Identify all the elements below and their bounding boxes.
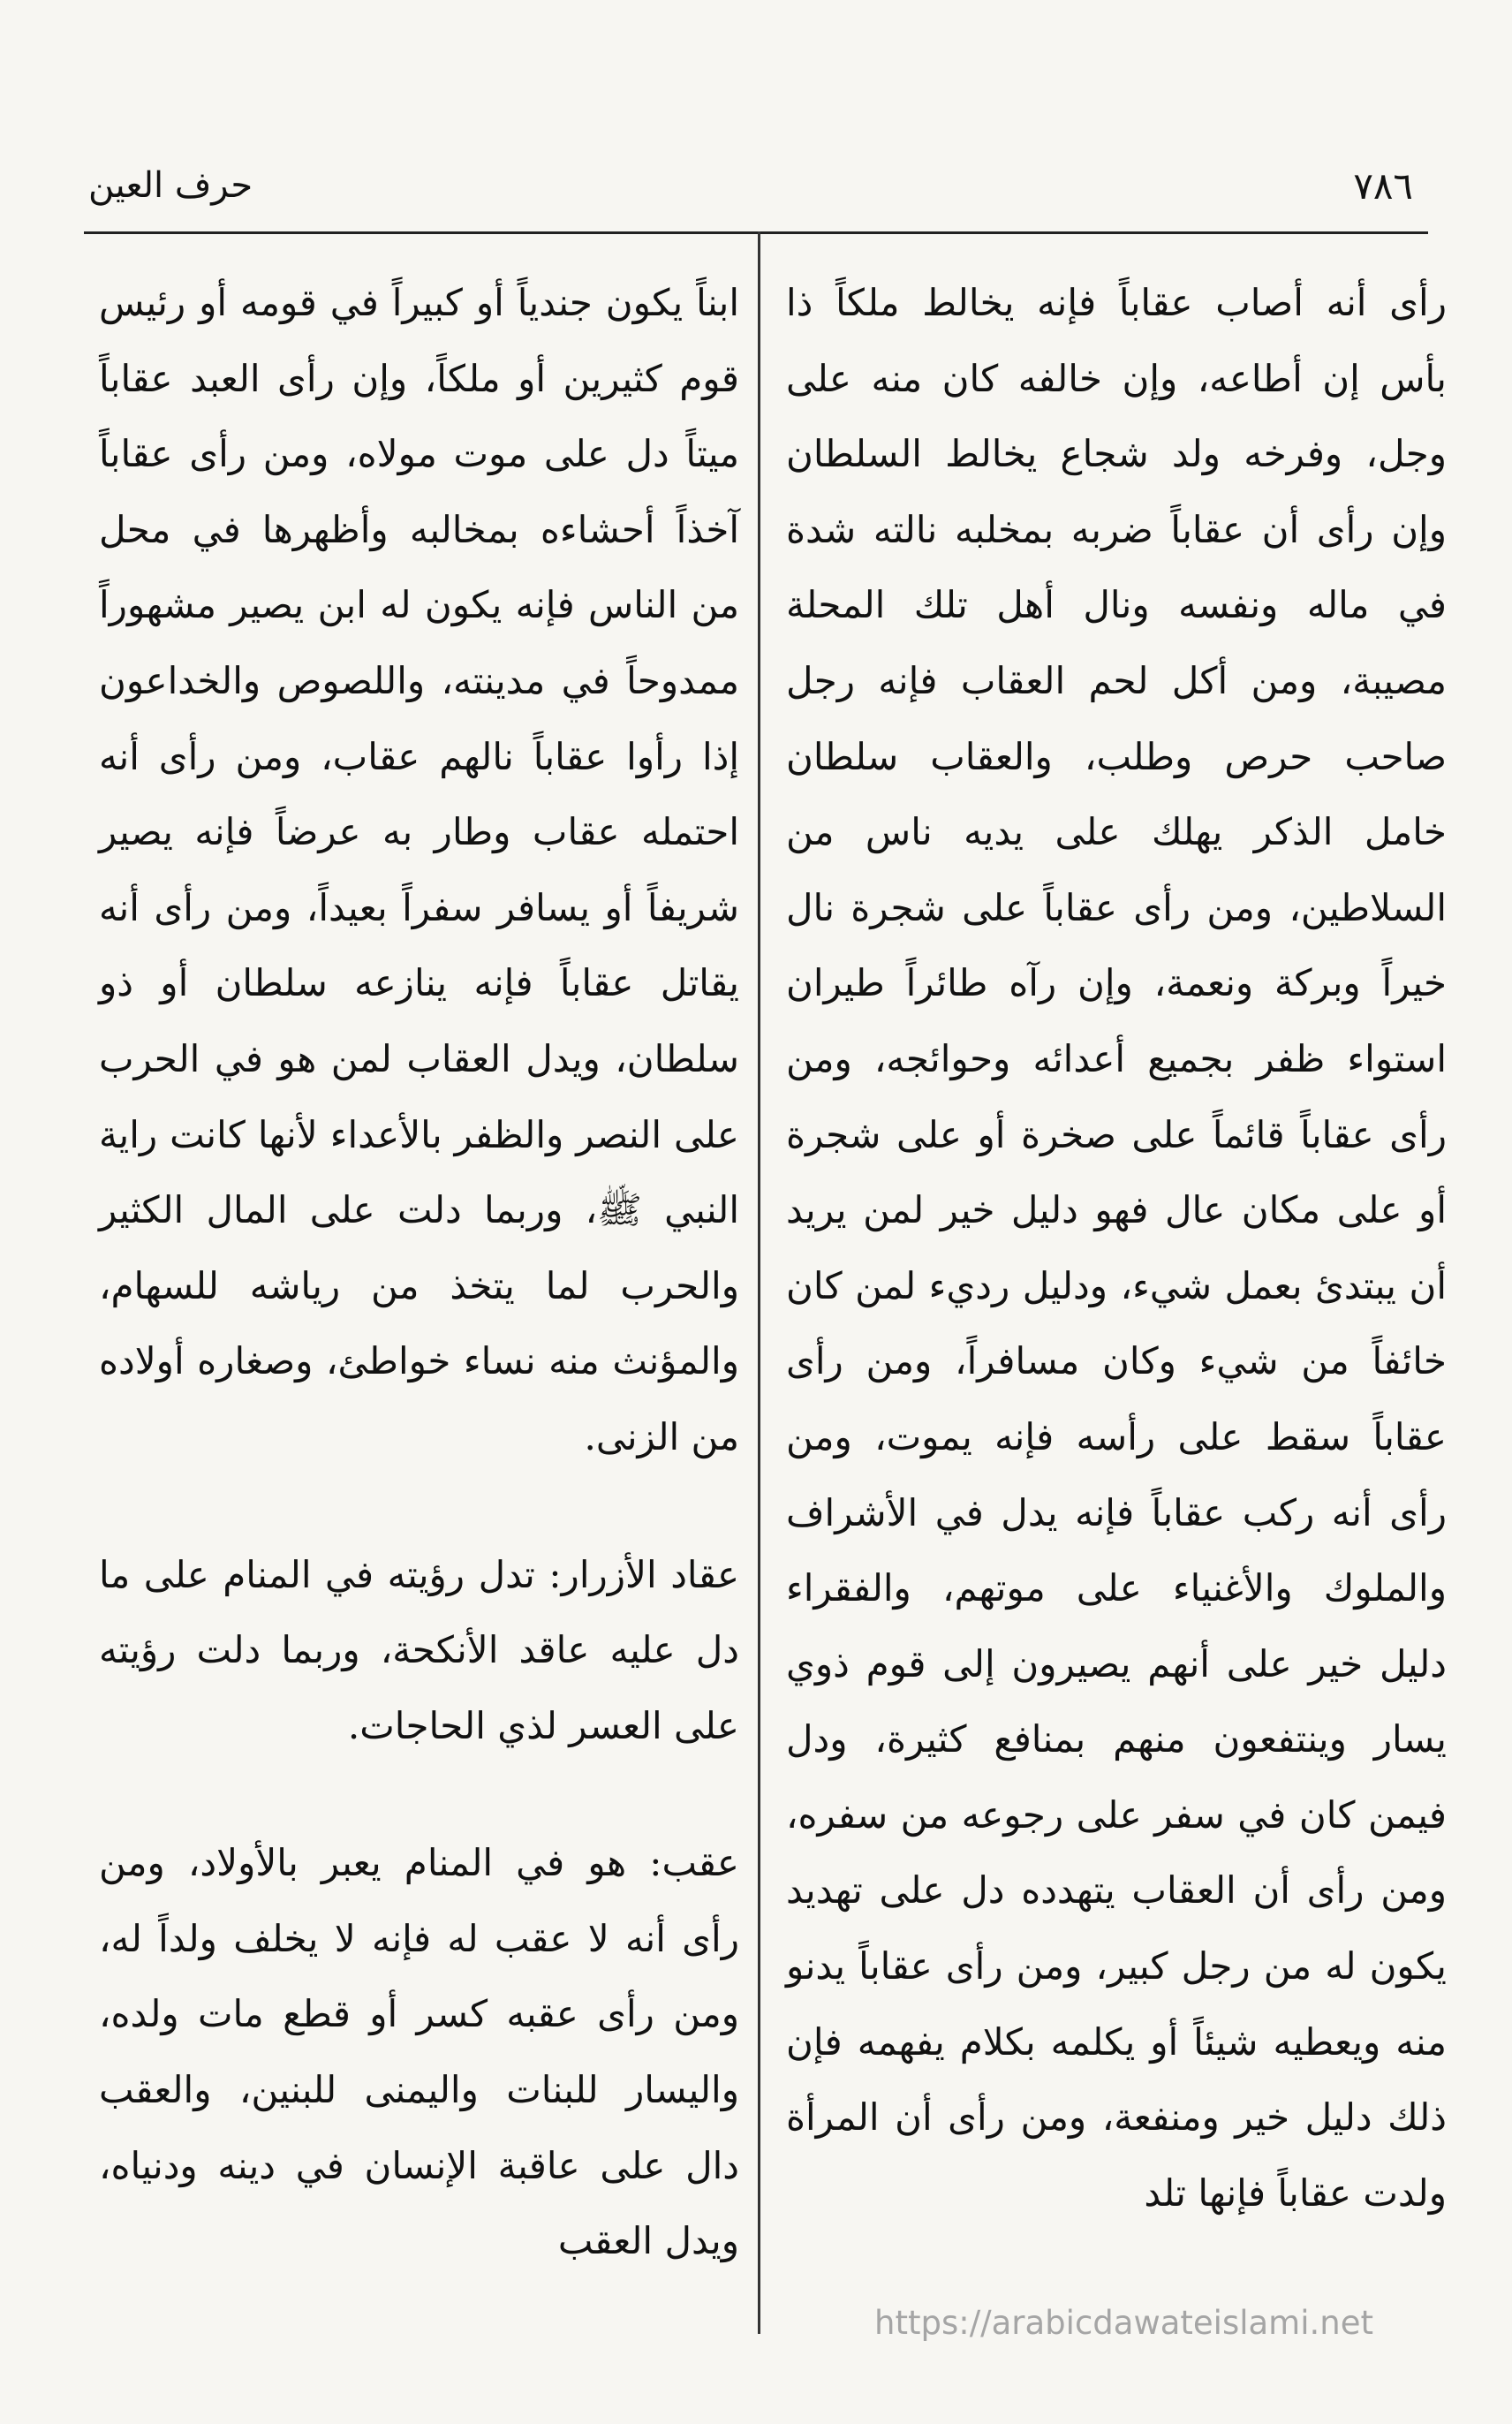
entry-uqqad-al-azrar: [99, 1537, 739, 1764]
right-column: [786, 265, 1447, 2231]
watermark-url: https://arabicdawateislami.net: [874, 2304, 1373, 2342]
right-column-text: رأى أنه أصاب عقاباً فإنه يخالط ملكاً ذا بأس إن أطاعه، وإن خالفه كان منه على وجل، وفرخه ولد شجاع يخالط السلطان وإن رأى أن عقاباً ضربه بمخلبه نالته شدة في ماله ونفسه ونال أهل تلك المحلة مصيبة، ومن أكل لحم العقاب فإنه رجل صاحب حرص وطلب، والعقاب سلطان خامل الذكر يهلك على يديه ناس من السلاطين، ومن رأى عقاباً على شجرة نال خيراً وبركة ونعمة، وإن رآه طائراً طيران استواء ظفر بجميع أعدائه وحوائجه، ومن رأى عقاباً قائماً على صخرة أو على شجرة أو على مكان عال فهو دليل خير لمن يريد أن يبتدئ بعمل شيء، ودليل رديء لمن كان خائفاً من شيء وكان مسافراً، ومن رأى عقاباً سقط على رأسه فإنه يموت، ومن رأى أنه ركب عقاباً فإنه يدل في الأشراف والملوك والأغنياء على موتهم، والفقراء دليل خير على أنهم يصيرون إلى قوم ذوي يسار وينتفعون منهم بمنافع كثيرة، ودل فيمن كان في سفر على رجوعه من سفره، ومن رأى أن العقاب يتهدده دل على تهديد يكون له من رجل كبير، ومن رأى عقاباً يدنو منه ويعطيه شيئاً أو يكلمه بكلام يفهمه فإن ذلك دليل خير ومنفعة، ومن رأى أن المرأة ولدت عقاباً فإنها تلد: [786, 281, 1447, 2215]
entry-text: تدل رؤيته في المنام على ما دل عليه عاقد الأنكحة، وربما دلت رؤيته على العسر لذي الحاجات.: [99, 1552, 739, 1747]
header-rule: [84, 231, 1428, 234]
left-column-continuation: ابناً يكون جندياً أو كبيراً في قومه أو رئيس قوم كثيرين أو ملكاً، وإن رأى العبد عقاباً ميتاً دل على موت مولاه، ومن رأى عقاباً آخذاً أحشاءه بمخالبه وأظهرها في محل من الناس فإنه يكون له ابن يصير مشهوراً ممدوحاً في مدينته، واللصوص والخداعون إذا رأوا عقاباً نالهم عقاب، ومن رأى أنه احتمله عقاب وطار به عرضاً فإنه يصير شريفاً أو يسافر سفراً بعيداً، ومن رأى أنه يقاتل عقاباً فإنه ينازعه سلطان أو ذو سلطان، ويدل العقاب لمن هو في الحرب على النصر والظفر بالأعداء لأنها كانت راية النبي ﷺ، وربما دلت على المال الكثير والحرب لما يتخذ من رياشه للسهام، والمؤنث منه نساء خواطئ، وصغاره أولاده من الزنى.: [99, 281, 739, 1458]
entry-term: عقاد الأزرار:: [548, 1552, 740, 1596]
page-number: ٧٨٦: [1353, 164, 1413, 208]
entry-text: هو في المنام يعبر بالأولاد، ومن رأى أنه لا عقب له فإنه لا يخلف ولداً له، ومن رأى عقبه كسر أو قطع مات ولده، واليسار للبنات واليمنى للبنين، والعقب دال على عاقبة الإنسان في دينه ودنياه، ويدل العقب: [99, 1841, 739, 2263]
column-divider: [758, 231, 760, 2334]
entry-aqib: [99, 1825, 739, 2279]
chapter-title: حرف العين: [88, 165, 253, 206]
left-column: [99, 265, 739, 2279]
entry-term: عقب:: [649, 1841, 739, 1885]
